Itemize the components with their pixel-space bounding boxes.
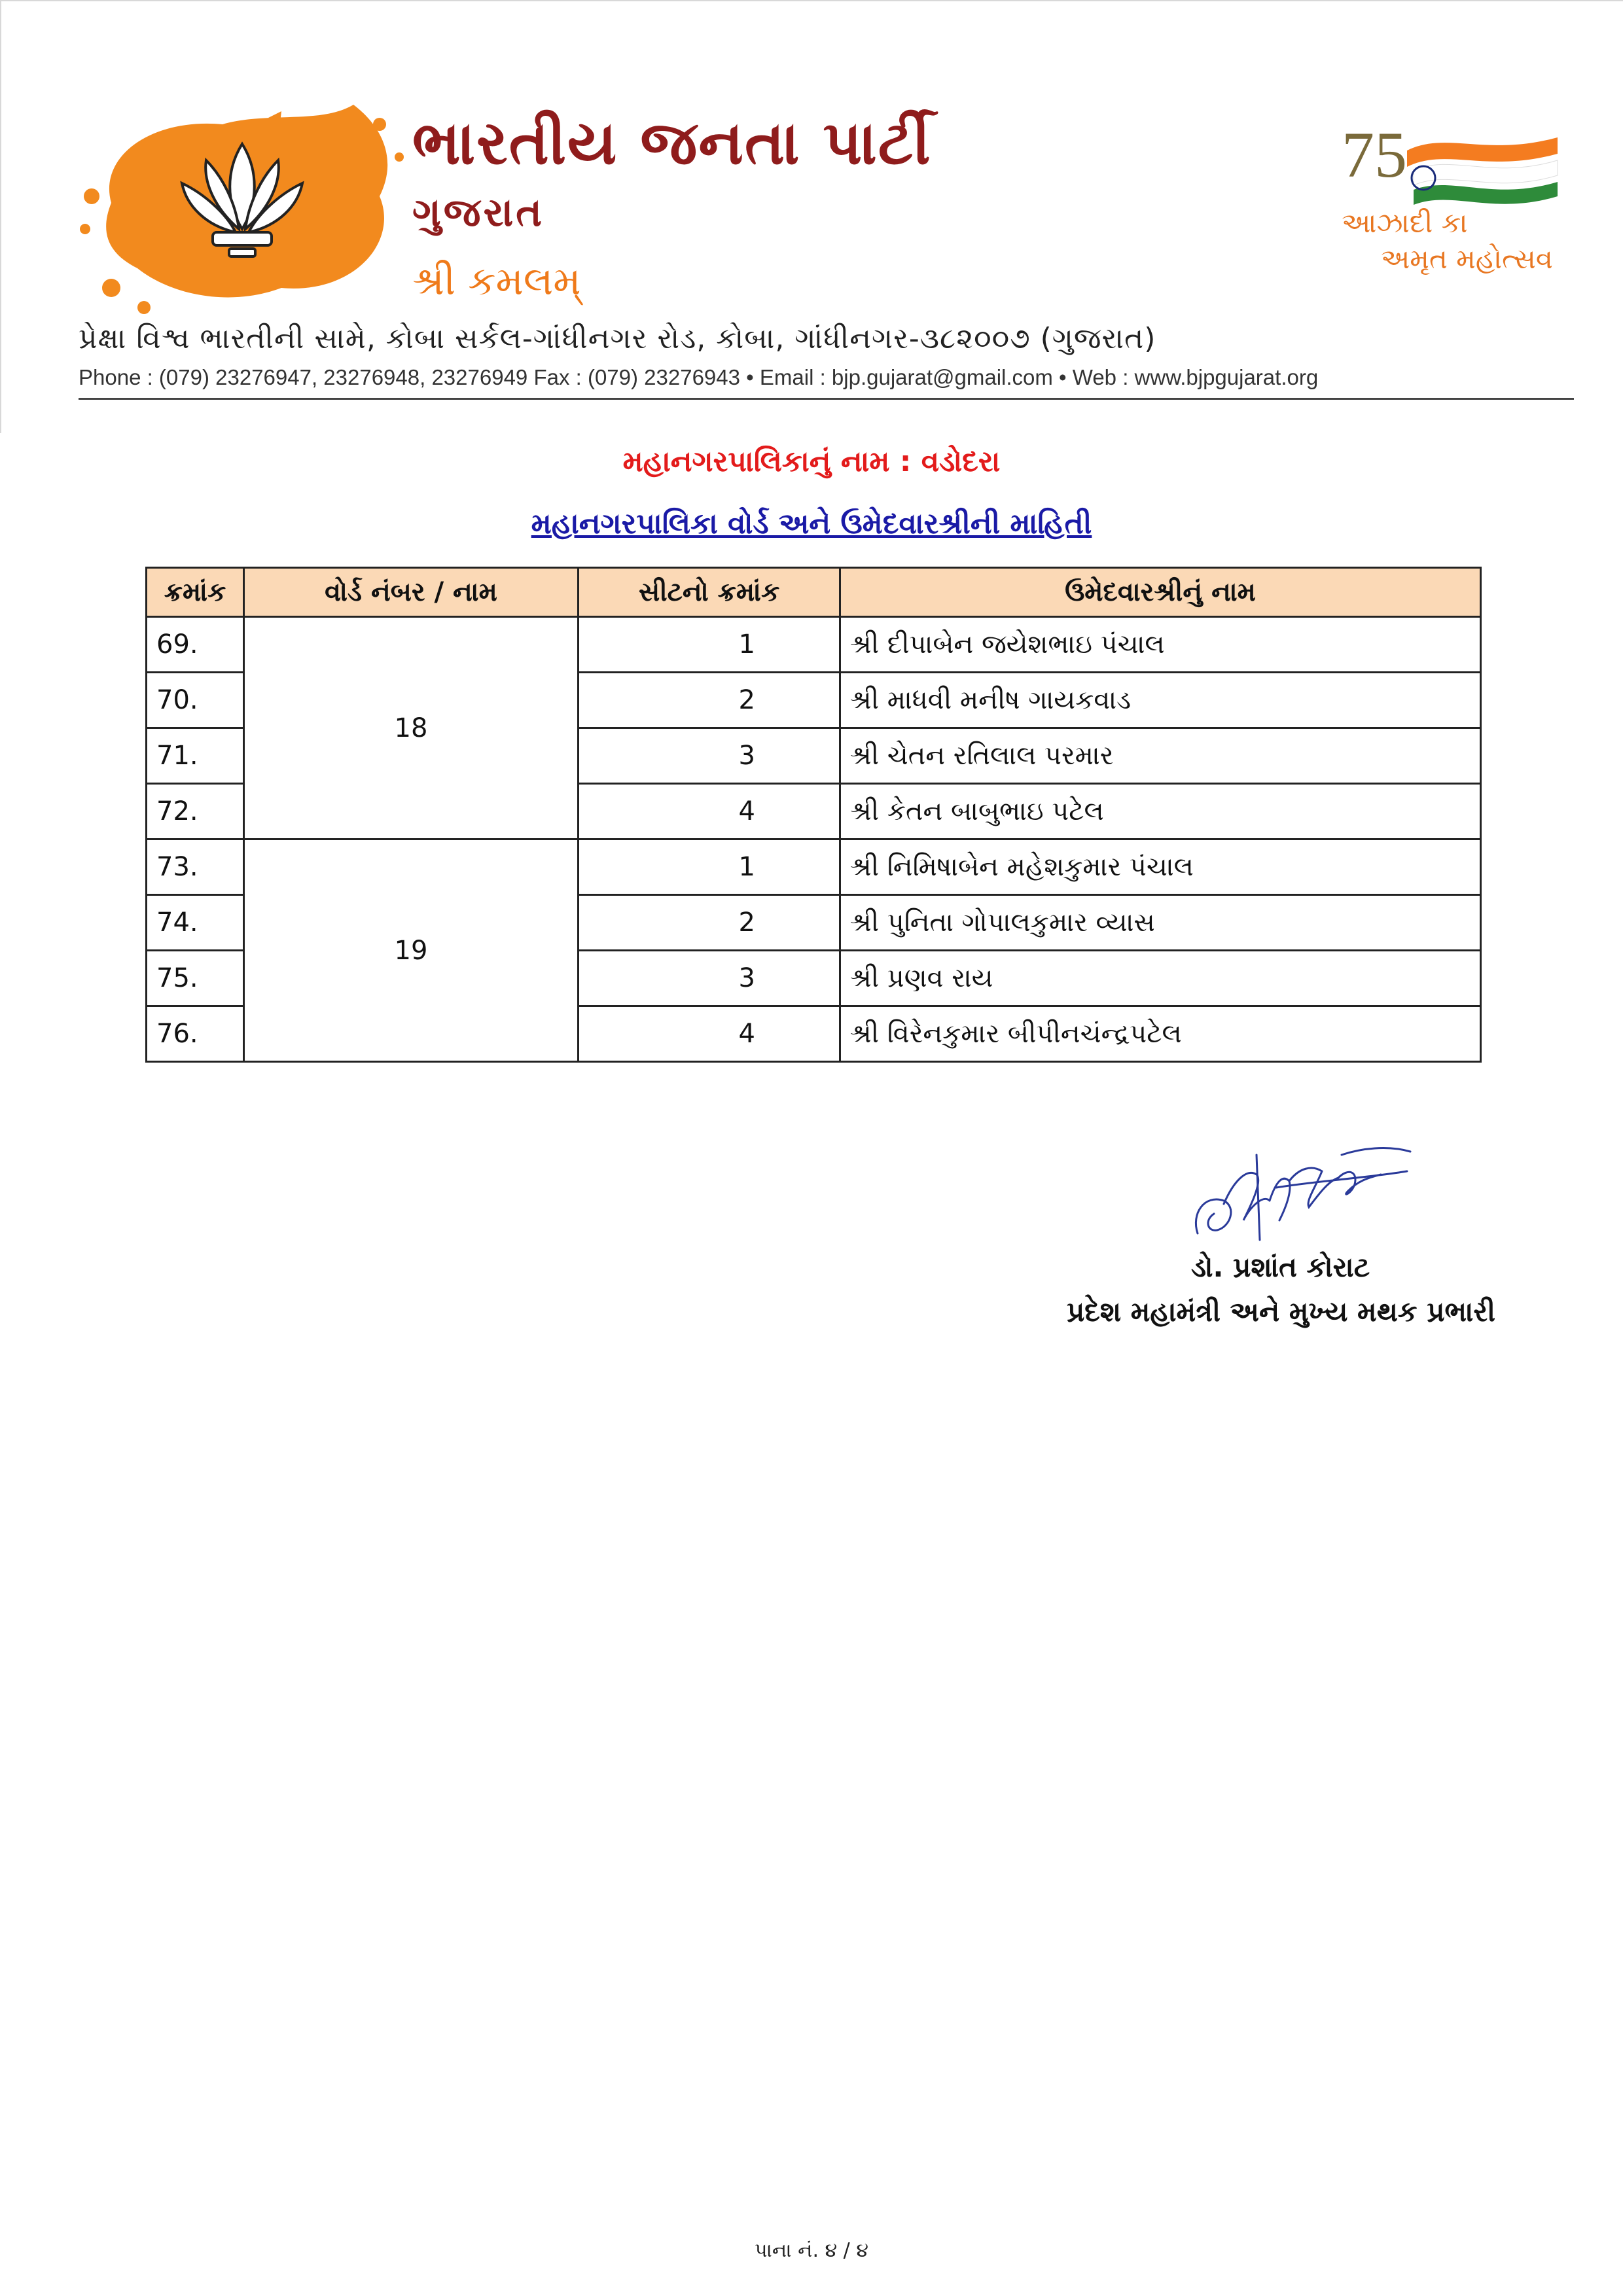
document-subtitle: મહાનગરપાલિકા વોર્ડ અને ઉમેદવારશ્રીની માહિતી [531, 507, 1092, 540]
azadi-number: 75 [1342, 118, 1407, 191]
table-row [147, 617, 1481, 673]
party-state: ગુજરાત [412, 190, 545, 236]
azadi-line1: આઝાદી કા [1342, 207, 1468, 239]
candidate-name: શ્રી પ્રણવ રાય [840, 951, 1481, 1006]
seat-no: 3 [579, 951, 840, 1006]
seat-no: 2 [579, 673, 840, 728]
bjp-lotus-logo [72, 98, 412, 314]
table-row [147, 839, 1481, 895]
corporation-title: મહાનગરપાલિકાનું નામ : વડોદરા [622, 445, 1001, 478]
azadi-line2: અમૃત મહોત્સવ [1381, 243, 1553, 275]
serial-no: 71. [147, 728, 244, 784]
candidates-table [145, 567, 1482, 1063]
serial-no: 72. [147, 784, 244, 839]
seat-no: 4 [579, 784, 840, 839]
azadi-ka-amrit-mahotsav-logo [1335, 118, 1571, 275]
page-number: પાના નં. ૪ / ૪ [755, 2239, 868, 2262]
header-ward: વોર્ડ નંબર / નામ [244, 568, 579, 617]
header-seat: સીટનો ક્રમાંક [579, 568, 840, 617]
serial-no: 69. [147, 617, 244, 673]
serial-no: 75. [147, 951, 244, 1006]
party-office: શ્રી કમલમ્ [412, 258, 581, 304]
serial-no: 76. [147, 1006, 244, 1062]
serial-no: 74. [147, 895, 244, 951]
serial-no: 73. [147, 839, 244, 895]
party-name: ભારતીય જનતા પાર્ટી [412, 108, 932, 178]
serial-no: 70. [147, 673, 244, 728]
signer-name: ડો. પ્રશાંત કોરાટ [1191, 1251, 1370, 1283]
seat-no: 3 [579, 728, 840, 784]
seat-no: 1 [579, 617, 840, 673]
ward-number: 18 [244, 617, 579, 839]
header-serial-no: ક્રમાંક [147, 568, 244, 617]
header-candidate-name: ઉમેદવારશ્રીનું નામ [840, 568, 1481, 617]
candidate-name: શ્રી વિરેનકુમાર બીપીનચંન્દ્રપટેલ [840, 1006, 1481, 1062]
candidate-name: શ્રી પુનિતા ગોપાલકુમાર વ્યાસ [840, 895, 1481, 951]
candidate-name: શ્રી માધવી મનીષ ગાયકવાડ [840, 673, 1481, 728]
table-header-row [147, 568, 1481, 617]
candidate-name: શ્રી કેતન બાબુભાઇ પટેલ [840, 784, 1481, 839]
candidate-name: શ્રી દીપાબેન જયેશભાઇ પંચાલ [840, 617, 1481, 673]
candidate-name: શ્રી નિમિષાબેન મહેશકુમાર પંચાલ [840, 839, 1481, 895]
seat-no: 2 [579, 895, 840, 951]
header-divider [79, 398, 1574, 400]
handwritten-signature [1185, 1142, 1414, 1246]
seat-no: 4 [579, 1006, 840, 1062]
office-address: પ્રેક્ષા વિશ્વ ભારતીની સામે, કોબા સર્કલ-ગાંધીનગર રોડ, કોબા, ગાંધીનગર-૩૮૨૦૦૭ (ગુજરાત) [79, 322, 1156, 355]
ward-number: 19 [244, 839, 579, 1062]
signer-designation: પ્રદેશ મહામંત્રી અને મુખ્ય મથક પ્રભારી [1067, 1296, 1496, 1328]
seat-no: 1 [579, 839, 840, 895]
candidate-name: શ્રી ચેતન રતિલાલ પરમાર [840, 728, 1481, 784]
contact-details: Phone : (079) 23276947, 23276948, 23276949 Fax : (079) 23276943 • Email : bjp.gujarat@gmail.com • Web : www.bjpgujarat.org [79, 365, 1319, 389]
